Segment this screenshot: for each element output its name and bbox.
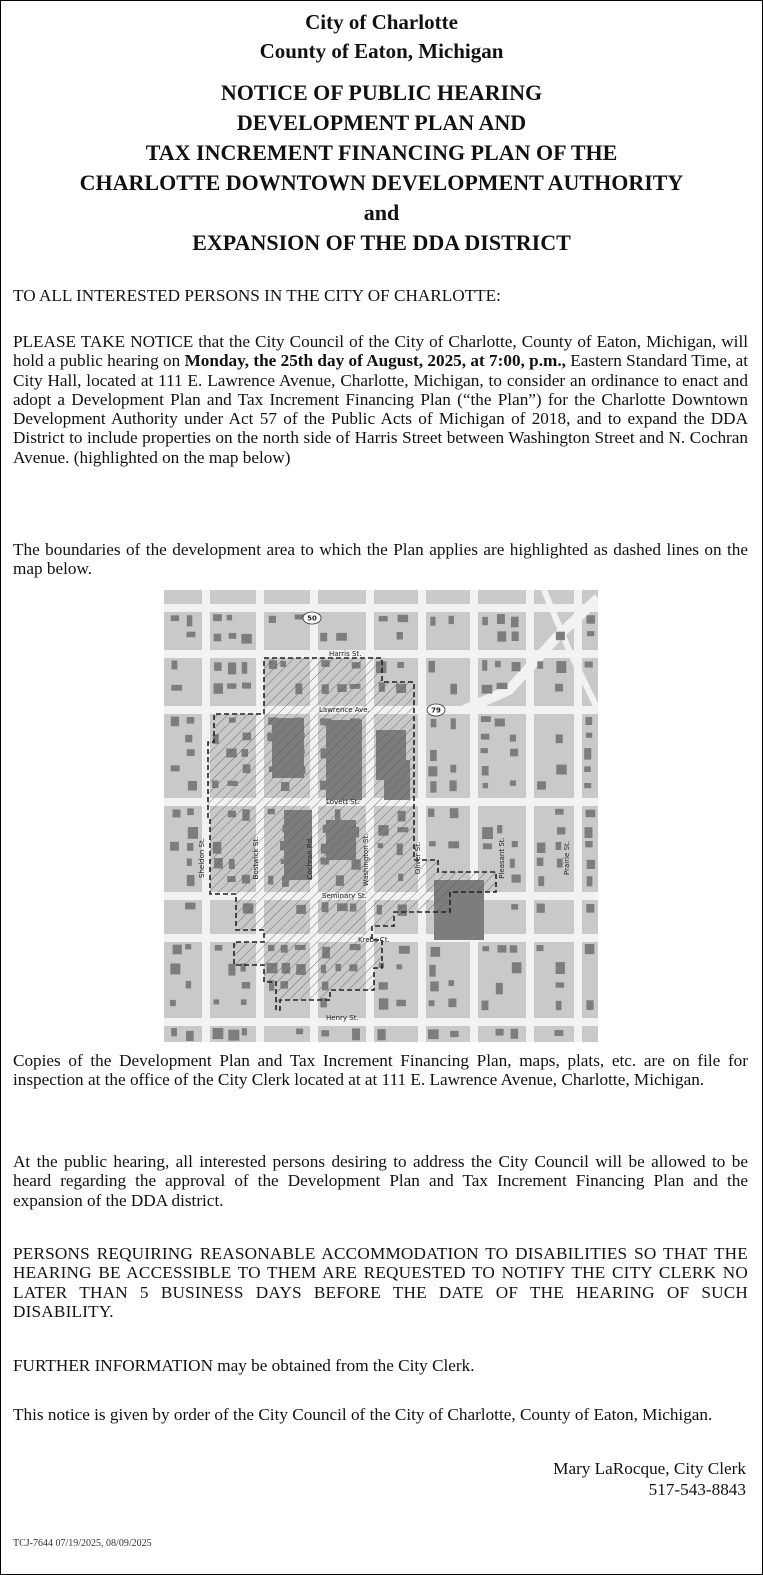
street-label: Seminary St. xyxy=(322,892,367,900)
clerk-phone: 517-543-8843 xyxy=(648,1480,746,1499)
title-line: and xyxy=(363,200,400,225)
street-label: Bostwick St. xyxy=(252,836,260,880)
publication-footer: TCJ-7644 07/19/2025, 08/09/2025 xyxy=(13,1538,152,1549)
street-label: Lovett St. xyxy=(326,798,360,806)
dda-district-map xyxy=(164,590,598,1042)
title-line: TAX INCREMENT FINANCING PLAN OF THE xyxy=(145,140,618,165)
hearing-datetime: Monday, the 25th day of August, 2025, at 7:00, p.m., xyxy=(184,351,566,371)
hearing-paragraph: At the public hearing, all interested persons desiring to address the City Council will be allowed to be heard regarding the approval of the Development Plan and Tax Increment Financing Plan and the expansion of the DDA district. xyxy=(13,1152,748,1210)
salutation: TO ALL INTERESTED PERSONS IN THE CITY OF CHARLOTTE: xyxy=(13,286,501,305)
clerk-name: Mary LaRocque, City Clerk xyxy=(553,1459,746,1478)
map-graphic xyxy=(164,590,598,1042)
street-label: Pleasant St. xyxy=(498,837,506,879)
notice-title xyxy=(1,78,762,258)
city-name: City of Charlotte xyxy=(305,10,458,34)
title-line: NOTICE OF PUBLIC HEARING xyxy=(220,80,543,105)
order-paragraph: This notice is given by order of the City Council of the City of Charlotte, County of Eaton, Michigan. xyxy=(13,1405,713,1424)
street-label: Washington St. xyxy=(362,833,370,887)
notice-intro: PLEASE TAKE NOTICE that the City Council of the City of Charlotte, County of Eaton, Michigan, will hold a public hearing on xyxy=(13,332,748,371)
accommodation-paragraph: PERSONS REQUIRING REASONABLE ACCOMMODATION TO DISABILITIES SO THAT THE HEARING BE ACCESSIBLE TO THEM ARE REQUESTED TO NOTIFY THE CITY CLERK NO LATER THAN 5 BUSINESS DAYS BEFORE THE DATE OF THE HEARING OF SUCH DISABILITY. xyxy=(13,1244,748,1321)
boundaries-paragraph: The boundaries of the development area to which the Plan applies are highlighted as dashed lines on the map below. xyxy=(13,540,748,579)
notice-paragraph xyxy=(13,332,748,467)
street-label: Lawrence Ave. xyxy=(319,706,370,714)
route-number: 50 xyxy=(307,614,317,623)
title-line: DEVELOPMENT PLAN AND xyxy=(236,110,527,135)
title-line: EXPANSION OF THE DDA DISTRICT xyxy=(192,230,571,255)
further-info-paragraph: FURTHER INFORMATION may be obtained from the City Clerk. xyxy=(13,1356,475,1375)
route-number: 79 xyxy=(431,706,441,715)
notice-rest: Eastern Standard Time, at City Hall, located at 111 E. Lawrence Avenue, Charlotte, Michigan, to consider an ordinance to enact and adopt a Development Plan and Tax Increment Financing Plan (“the Plan”) for the Charlotte Downtown Development Authority under Act 57 of the Public Acts of Michigan of 2018, and to expand the DDA District to include properties on the north side of Harris Street between Washington Street and N. Cochran Avenue. (highlighted on the map below) xyxy=(13,351,748,467)
street-label: Oliver St. xyxy=(414,841,422,875)
title-line: CHARLOTTE DOWNTOWN DEVELOPMENT AUTHORITY xyxy=(79,170,684,195)
street-label: Sheldon St. xyxy=(198,838,206,878)
street-label: Harris St. xyxy=(329,650,362,658)
street-label: Krebs Ct. xyxy=(358,936,390,944)
clerk-signature xyxy=(553,1458,746,1500)
copies-paragraph: Copies of the Development Plan and Tax Increment Financing Plan, maps, plats, etc. are on file for inspection at the office of the City Clerk located at at 111 E. Lawrence Avenue, Charlotte, Michigan. xyxy=(13,1051,748,1090)
street-label: Prairie St. xyxy=(563,841,571,875)
county-name: County of Eaton, Michigan xyxy=(259,39,504,63)
street-label: Henry St. xyxy=(326,1014,359,1022)
street-label: Cochran Rd. xyxy=(306,836,314,880)
